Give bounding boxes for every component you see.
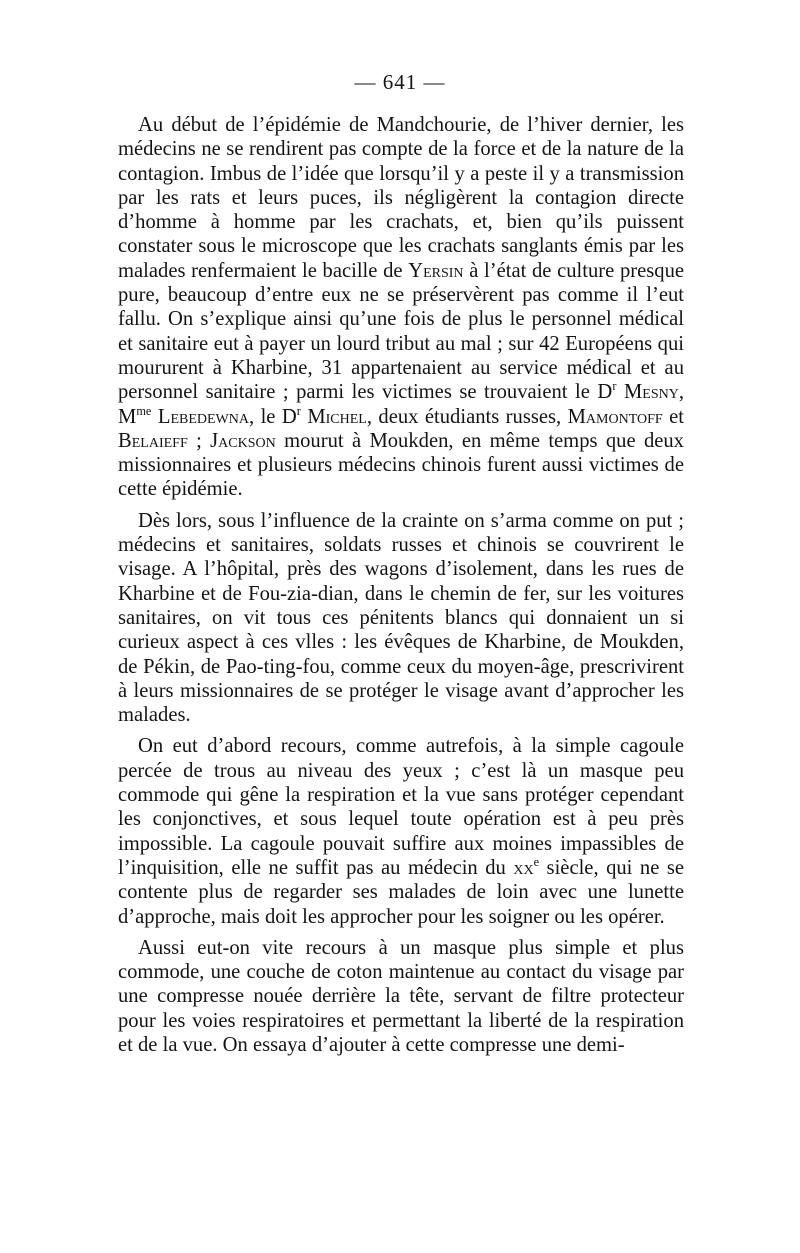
name-lebedewna: Lebedewna: [157, 405, 249, 428]
name-jackson: Jackson: [210, 429, 276, 452]
name-mamontoff: Mamontoff: [567, 405, 663, 428]
name-yersin: Yersin: [408, 259, 464, 282]
paragraph-2: Dès lors, sous l’influence de la crainte on s’arma comme on put ; médecins et sanitaires, soldats russes et chinois se couvrirent le visage. A l’hôpital, près des wagons d’isolement, dans les rues de Kharbine et de Fou-zia-dian, dans le chemin de fer, sur les voitures sanitaires, on vit tous ces pénitents blancs qui donnaient un si curieux aspect à ces vlles : les évêques de Kharbine, de Moukden, de Pékin, de Pao-ting-fou, comme ceux du moyen-âge, prescrivirent à leurs missionnaires de se protéger le visage avant d’approcher les malades.: [118, 509, 684, 727]
paragraph-1: Au début de l’épidémie de Mandchourie, de l’hiver dernier, les médecins ne se rendirent pas compte de la force et de la nature de la contagion. Imbus de l’idée que lorsqu’il y a peste il y a transmission par les rats et leurs puces, ils négligèrent la contagion directe d’homme à homme par les crachats, et, bien qu’ils puissent constater sous le microscope que les crachats sanglants émis par les malades renfermaient le bacille de Yersin à l’état de culture presque pure, beaucoup d’entre eux ne se préservèrent pas comme il l’eut fallu. On s’explique ainsi qu’une fois de plus le personnel médical et sanitaire eut à payer un lourd tribut au mal ; sur 42 Européens qui moururent à Kharbine, 31 appartenaient au service médical et au personnel sanitaire ; parmi les victimes se trouvaient le $D^r$ Mesny, $M^{me}$ Lebedewna, le $D^r$ Michel, deux étudiants russes, Mamontoff et Belaieff ; Jackson mourut à Moukden, en même temps que deux missionnaires et plusieurs médecins chinois furent aussi victimes de cette épidémie.: [118, 114, 685, 501]
page-number: — 641 —: [354, 70, 446, 94]
paragraph-4: Aussi eut-on vite recours à un masque plus simple et plus commode, une couche de coton maintenue au contact du visage par une compresse nouée derrière la tête, servant de filtre protecteur pour les voies respiratoires et permettant la liberté de la respiration et de la vue. On essaya d’ajouter à cette compresse une demi-: [118, 936, 684, 1056]
name-michel: Michel: [307, 405, 367, 428]
body-text: [118, 113, 684, 1057]
paragraph-3: On eut d’abord recours, comme autrefois, à la simple cagoule percée de trous au niveau des yeux ; c’est là un masque peu commode qui gêne la respiration et la vue sans protéger cependant les conjonctives, et sous lequel toute opération est à peu près impossible. La cagoule pouvait suffire aux moines impassibles de l’inquisition, elle ne suffit pas au médecin du $xx^e$ siècle, qui ne se contente plus de regarder ses malades de loin avec une lunette d’approche, mais doit les approcher pour les soigner ou les opérer.: [118, 735, 684, 928]
name-belaieff: Belaieff: [118, 429, 188, 452]
name-mesny: Mesny: [623, 381, 679, 404]
